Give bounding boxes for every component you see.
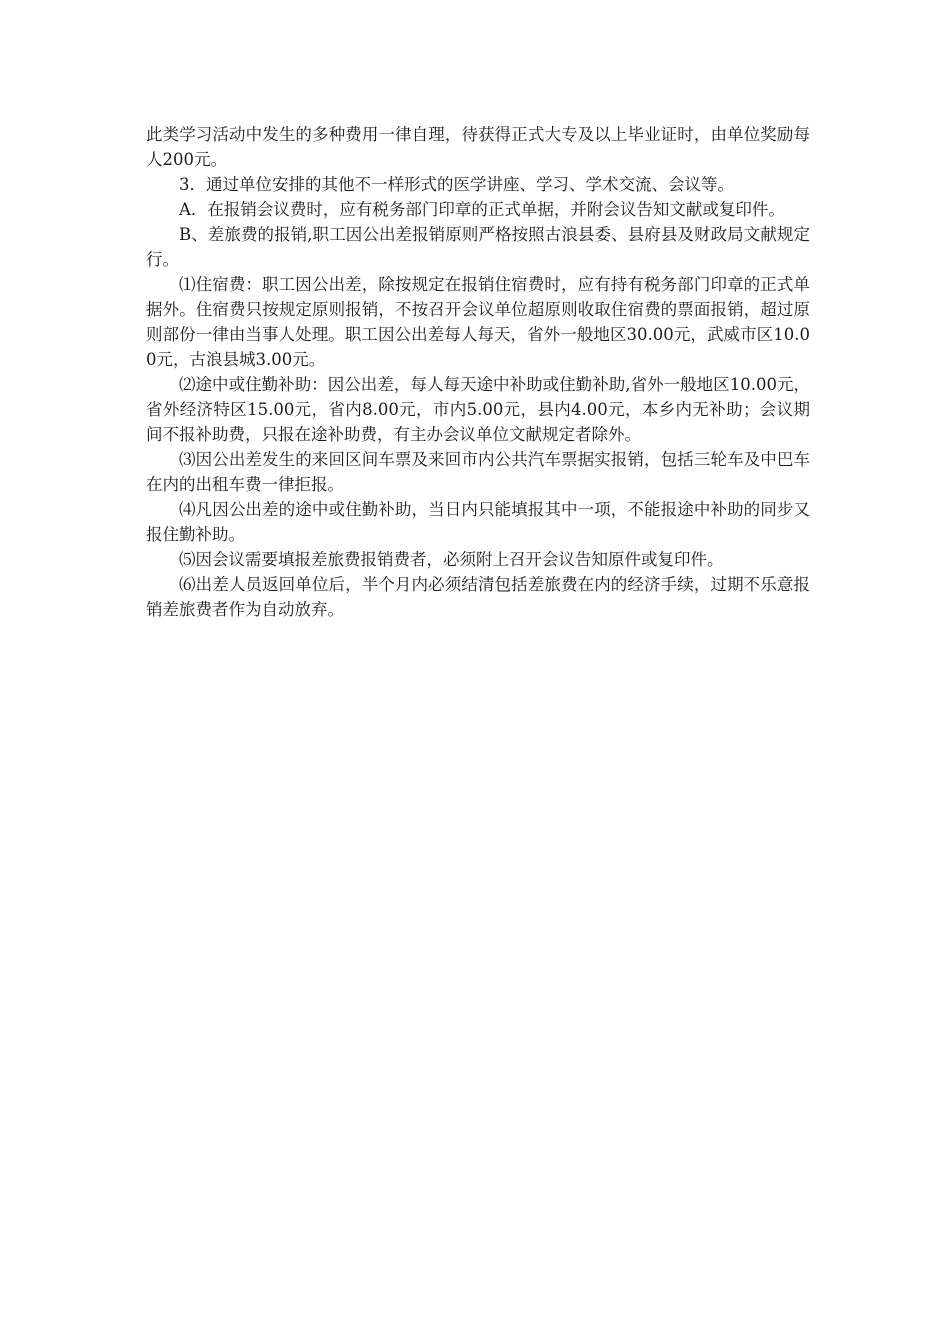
paragraph-7: ⑶因公出差发生的来回区间车票及来回市内公共汽车票据实报销，包括三轮车及中巴车在内的出租车费一律拒报。 [146,450,810,494]
paragraph-1: 此类学习活动中发生的多种费用一律自理，待获得正式大专及以上毕业证时，由单位奖励每人200元。 [146,125,810,169]
paragraph-4: B、差旅费的报销,职工因公出差报销原则严格按照古浪县委、县府县及财政局文献规定行。 [146,225,810,269]
document-body [146,122,810,622]
paragraph-8: ⑷凡因公出差的途中或住勤补助，当日内只能填报其中一项，不能报途中补助的同步又报住勤补助。 [146,500,810,544]
paragraph-3: A．在报销会议费时，应有税务部门印章的正式单据，并附会议告知文献或复印件。 [179,200,785,219]
paragraph-10: ⑹出差人员返回单位后，半个月内必须结清包括差旅费在内的经济手续，过期不乐意报销差旅费者作为自动放弃。 [146,575,810,619]
paragraph-2: 3．通过单位安排的其他不一样形式的医学讲座、学习、学术交流、会议等。 [179,175,734,194]
paragraph-5: ⑴住宿费：职工因公出差，除按规定在报销住宿费时，应有持有税务部门印章的正式单据外。住宿费只按规定原则报销，不按召开会议单位超原则收取住宿费的票面报销，超过原则部份一律由当事人处理。职工因公出差每人每天，省外一般地区30.00元，武威市区10.00元，古浪县城3.00元。 [146,275,810,369]
paragraph-9: ⑸因会议需要填报差旅费报销费者，必须附上召开会议告知原件或复印件。 [179,550,724,569]
paragraph-6: ⑵途中或住勤补助：因公出差，每人每天途中补助或住勤补助,省外一般地区10.00元，省外经济特区15.00元，省内8.00元，市内5.00元，县内4.00元，本乡内无补助；会议期间不报补助费，只报在途补助费，有主办会议单位文献规定者除外。 [146,375,810,444]
